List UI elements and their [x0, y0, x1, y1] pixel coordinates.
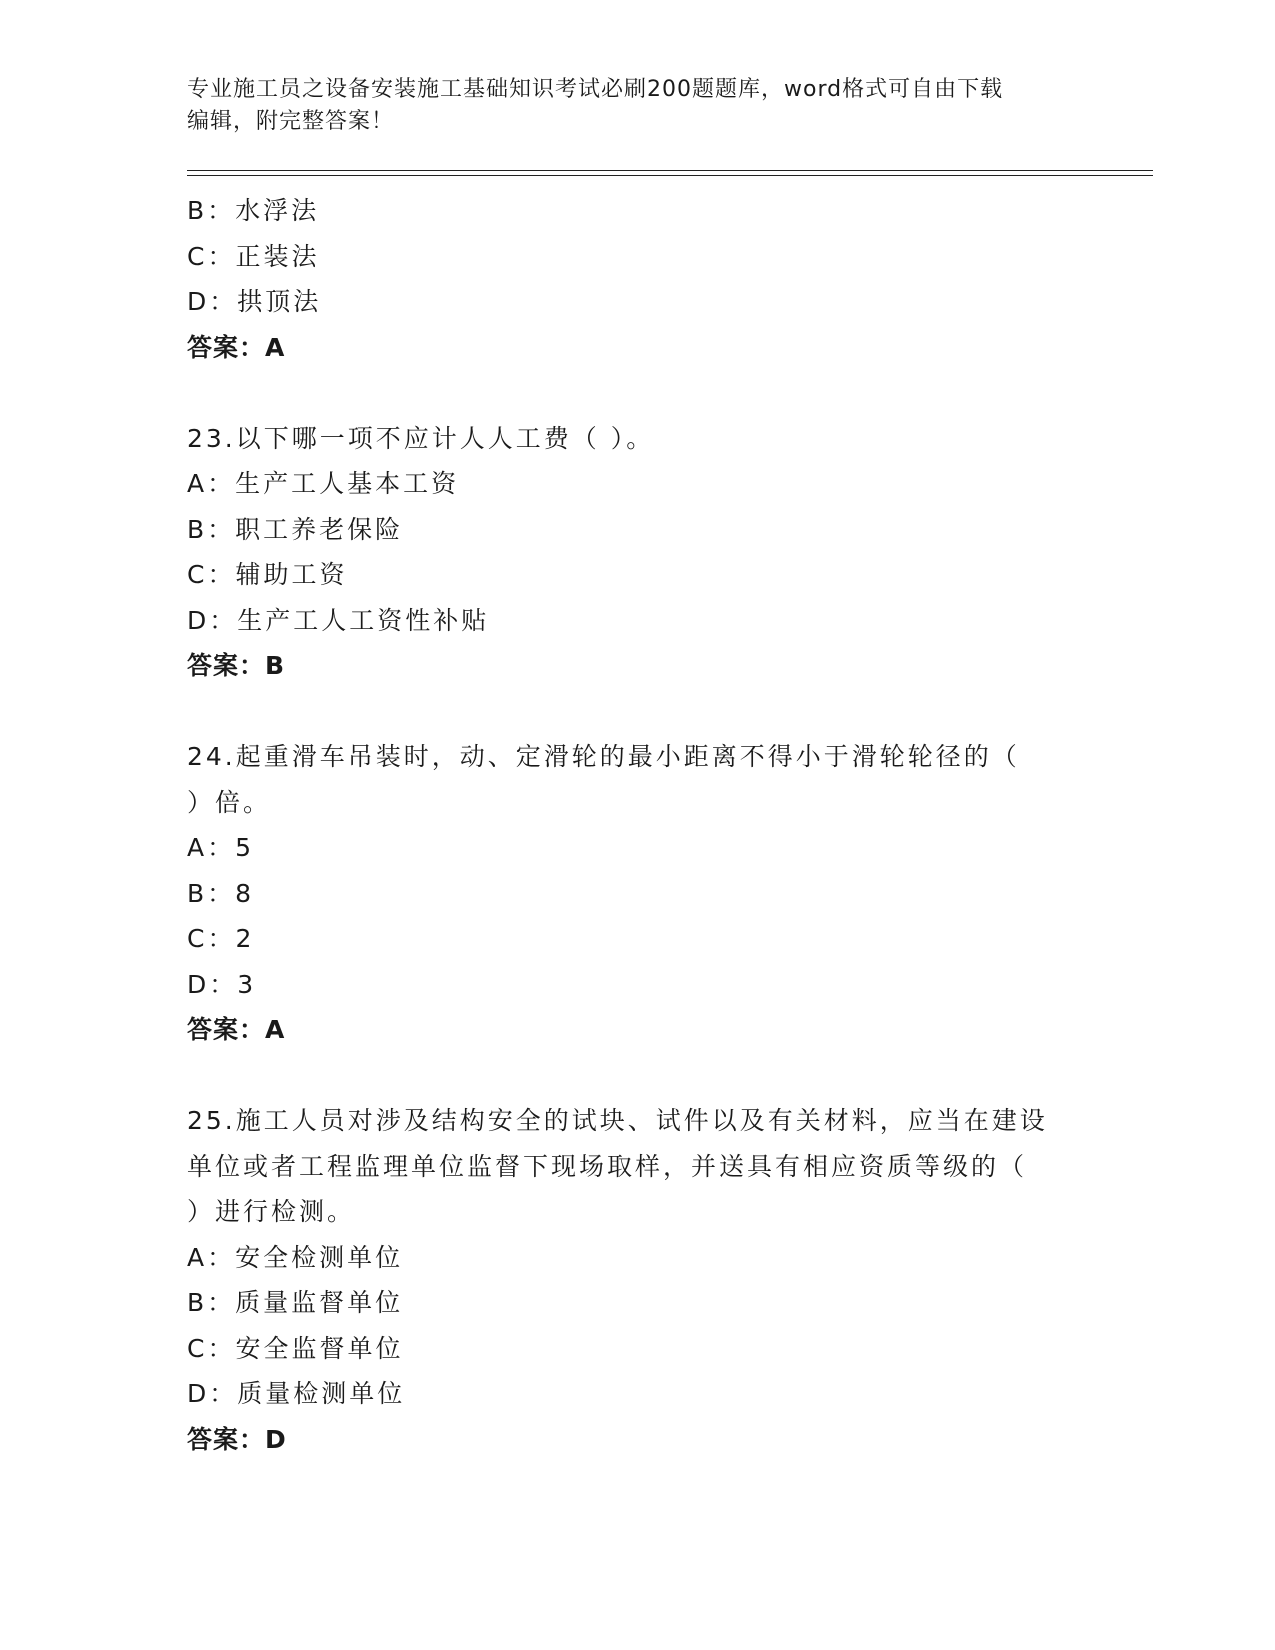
option-c: C：安全监督单位 — [187, 1333, 404, 1363]
option-c: C：辅助工资 — [187, 560, 348, 589]
spacer — [187, 689, 1087, 735]
option-d: D：拱顶法 — [187, 287, 322, 316]
option-d: D：生产工人工资性补贴 — [187, 605, 490, 635]
answer-line: 答案：A — [187, 1015, 286, 1044]
question-stem-line-1: 24.起重滑车吊装时，动、定滑轮的最小距离不得小于滑轮轮径的（ — [187, 742, 1020, 771]
question-stem-line-2: ）倍。 — [187, 787, 272, 817]
question-22-tail — [187, 188, 1087, 370]
document-header — [187, 74, 1067, 138]
question-stem-line-2: 单位或者工程监理单位监督下现场取样，并送具有相应资质等级的（ — [187, 1151, 1028, 1181]
option-a: A：安全检测单位 — [187, 1242, 404, 1272]
question-24 — [187, 734, 1087, 1053]
option-b: B：水浮法 — [187, 196, 320, 225]
question-25 — [187, 1098, 1087, 1462]
option-a: A：生产工人基本工资 — [187, 469, 460, 498]
answer-line: 答案：B — [187, 651, 286, 680]
question-stem-line-1: 25.施工人员对涉及结构安全的试块、试件以及有关材料，应当在建设 — [187, 1106, 1048, 1135]
option-c: C：正装法 — [187, 241, 320, 271]
header-title-line-2: 编辑，附完整答案！ — [187, 109, 395, 134]
spacer — [187, 370, 1087, 416]
option-d: D：质量检测单位 — [187, 1379, 406, 1408]
header-title-line-1: 专业施工员之设备安装施工基础知识考试必刷200题题库，word格式可自由下载 — [187, 77, 1004, 102]
question-23 — [187, 416, 1087, 689]
option-b: B：职工养老保险 — [187, 514, 404, 544]
option-a: A：5 — [187, 833, 255, 862]
header-rule-top — [187, 170, 1153, 171]
question-stem-line-3: ）进行检测。 — [187, 1197, 356, 1226]
question-stem: 23.以下哪一项不应计人人工费（ ）。 — [187, 423, 655, 453]
option-d: D：3 — [187, 969, 257, 999]
header-rule-bottom — [187, 175, 1153, 176]
question-list — [187, 188, 1087, 1462]
spacer — [187, 1053, 1087, 1099]
option-b: B：8 — [187, 878, 255, 908]
answer-line: 答案：A — [187, 332, 286, 362]
answer-line: 答案：D — [187, 1424, 287, 1454]
option-c: C：2 — [187, 924, 255, 953]
option-b: B：质量监督单位 — [187, 1288, 404, 1317]
